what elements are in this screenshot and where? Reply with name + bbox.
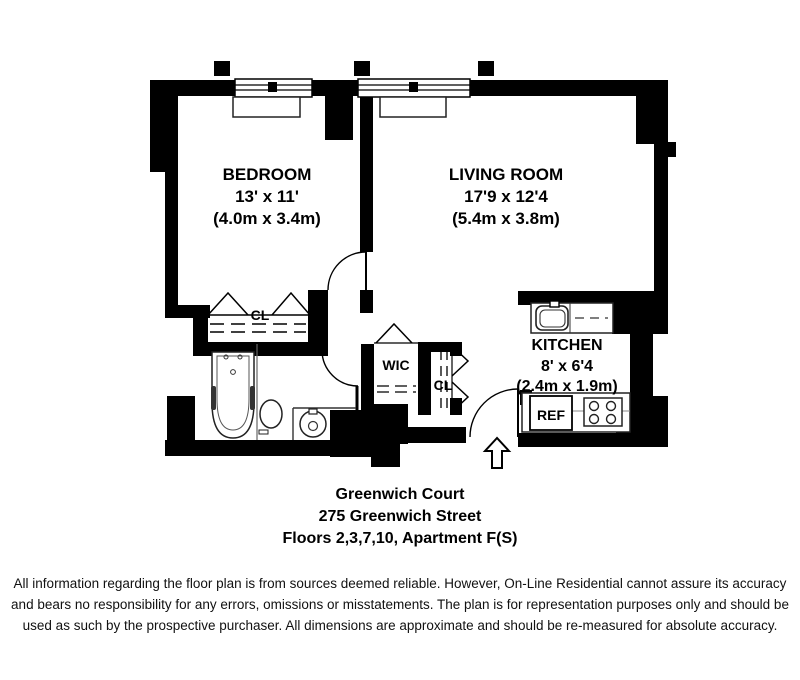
- entry-arrow-icon: [485, 438, 509, 468]
- stove-icon: [584, 398, 622, 426]
- kitchen-sink-icon: [536, 301, 568, 330]
- floors-apartment: Floors 2,3,7,10, Apartment F(S): [282, 530, 518, 547]
- wic-label: WIC: [382, 357, 410, 373]
- entry-door: [470, 389, 518, 437]
- facade-pilaster-marks: [214, 61, 494, 76]
- disclaimer-line-2: and bears no responsibility for any errors, omissions or misstatements. The plan is for representation purposes only and should be: [11, 597, 789, 612]
- living-room-window: [358, 79, 470, 97]
- kitchen-label: KITCHEN: [531, 337, 603, 354]
- street-address: 275 Greenwich Street: [318, 508, 482, 525]
- hall-closet-label: CL: [433, 377, 453, 393]
- disclaimer-text: [0, 573, 800, 636]
- disclaimer-line-3: used as such by the prospective purchaser. All dimensions are approximate and should be re-measured for absolute accuracy.: [22, 618, 778, 633]
- bedroom-door: [328, 252, 366, 290]
- bedroom-closet-label: CL: [250, 307, 270, 323]
- building-name: Greenwich Court: [335, 486, 465, 503]
- bedroom-dims-ft: 13' x 11': [235, 187, 299, 206]
- refrigerator-label: REF: [537, 407, 565, 423]
- radiator-icon: [233, 97, 300, 117]
- radiator-icon: [380, 97, 446, 117]
- bedroom-window: [235, 79, 312, 97]
- disclaimer-line-1: All information regarding the floor plan is from sources deemed reliable. However, On-Line Residential cannot assure its accuracy: [13, 576, 787, 591]
- bathtub-icon: [211, 352, 255, 438]
- toilet-icon: [259, 400, 282, 434]
- kitchen-dims-m: (2.4m x 1.9m): [516, 378, 618, 395]
- living-room-label: LIVING ROOM: [448, 165, 564, 184]
- bedroom-dims-m: (4.0m x 3.4m): [213, 209, 321, 228]
- address-block: [0, 484, 800, 550]
- living-room-dims-ft: 17'9 x 12'4: [464, 187, 548, 206]
- bedroom-label: BEDROOM: [222, 165, 312, 184]
- kitchen-dims-ft: 8' x 6'4: [540, 358, 594, 375]
- living-room-dims-m: (5.4m x 3.8m): [452, 209, 560, 228]
